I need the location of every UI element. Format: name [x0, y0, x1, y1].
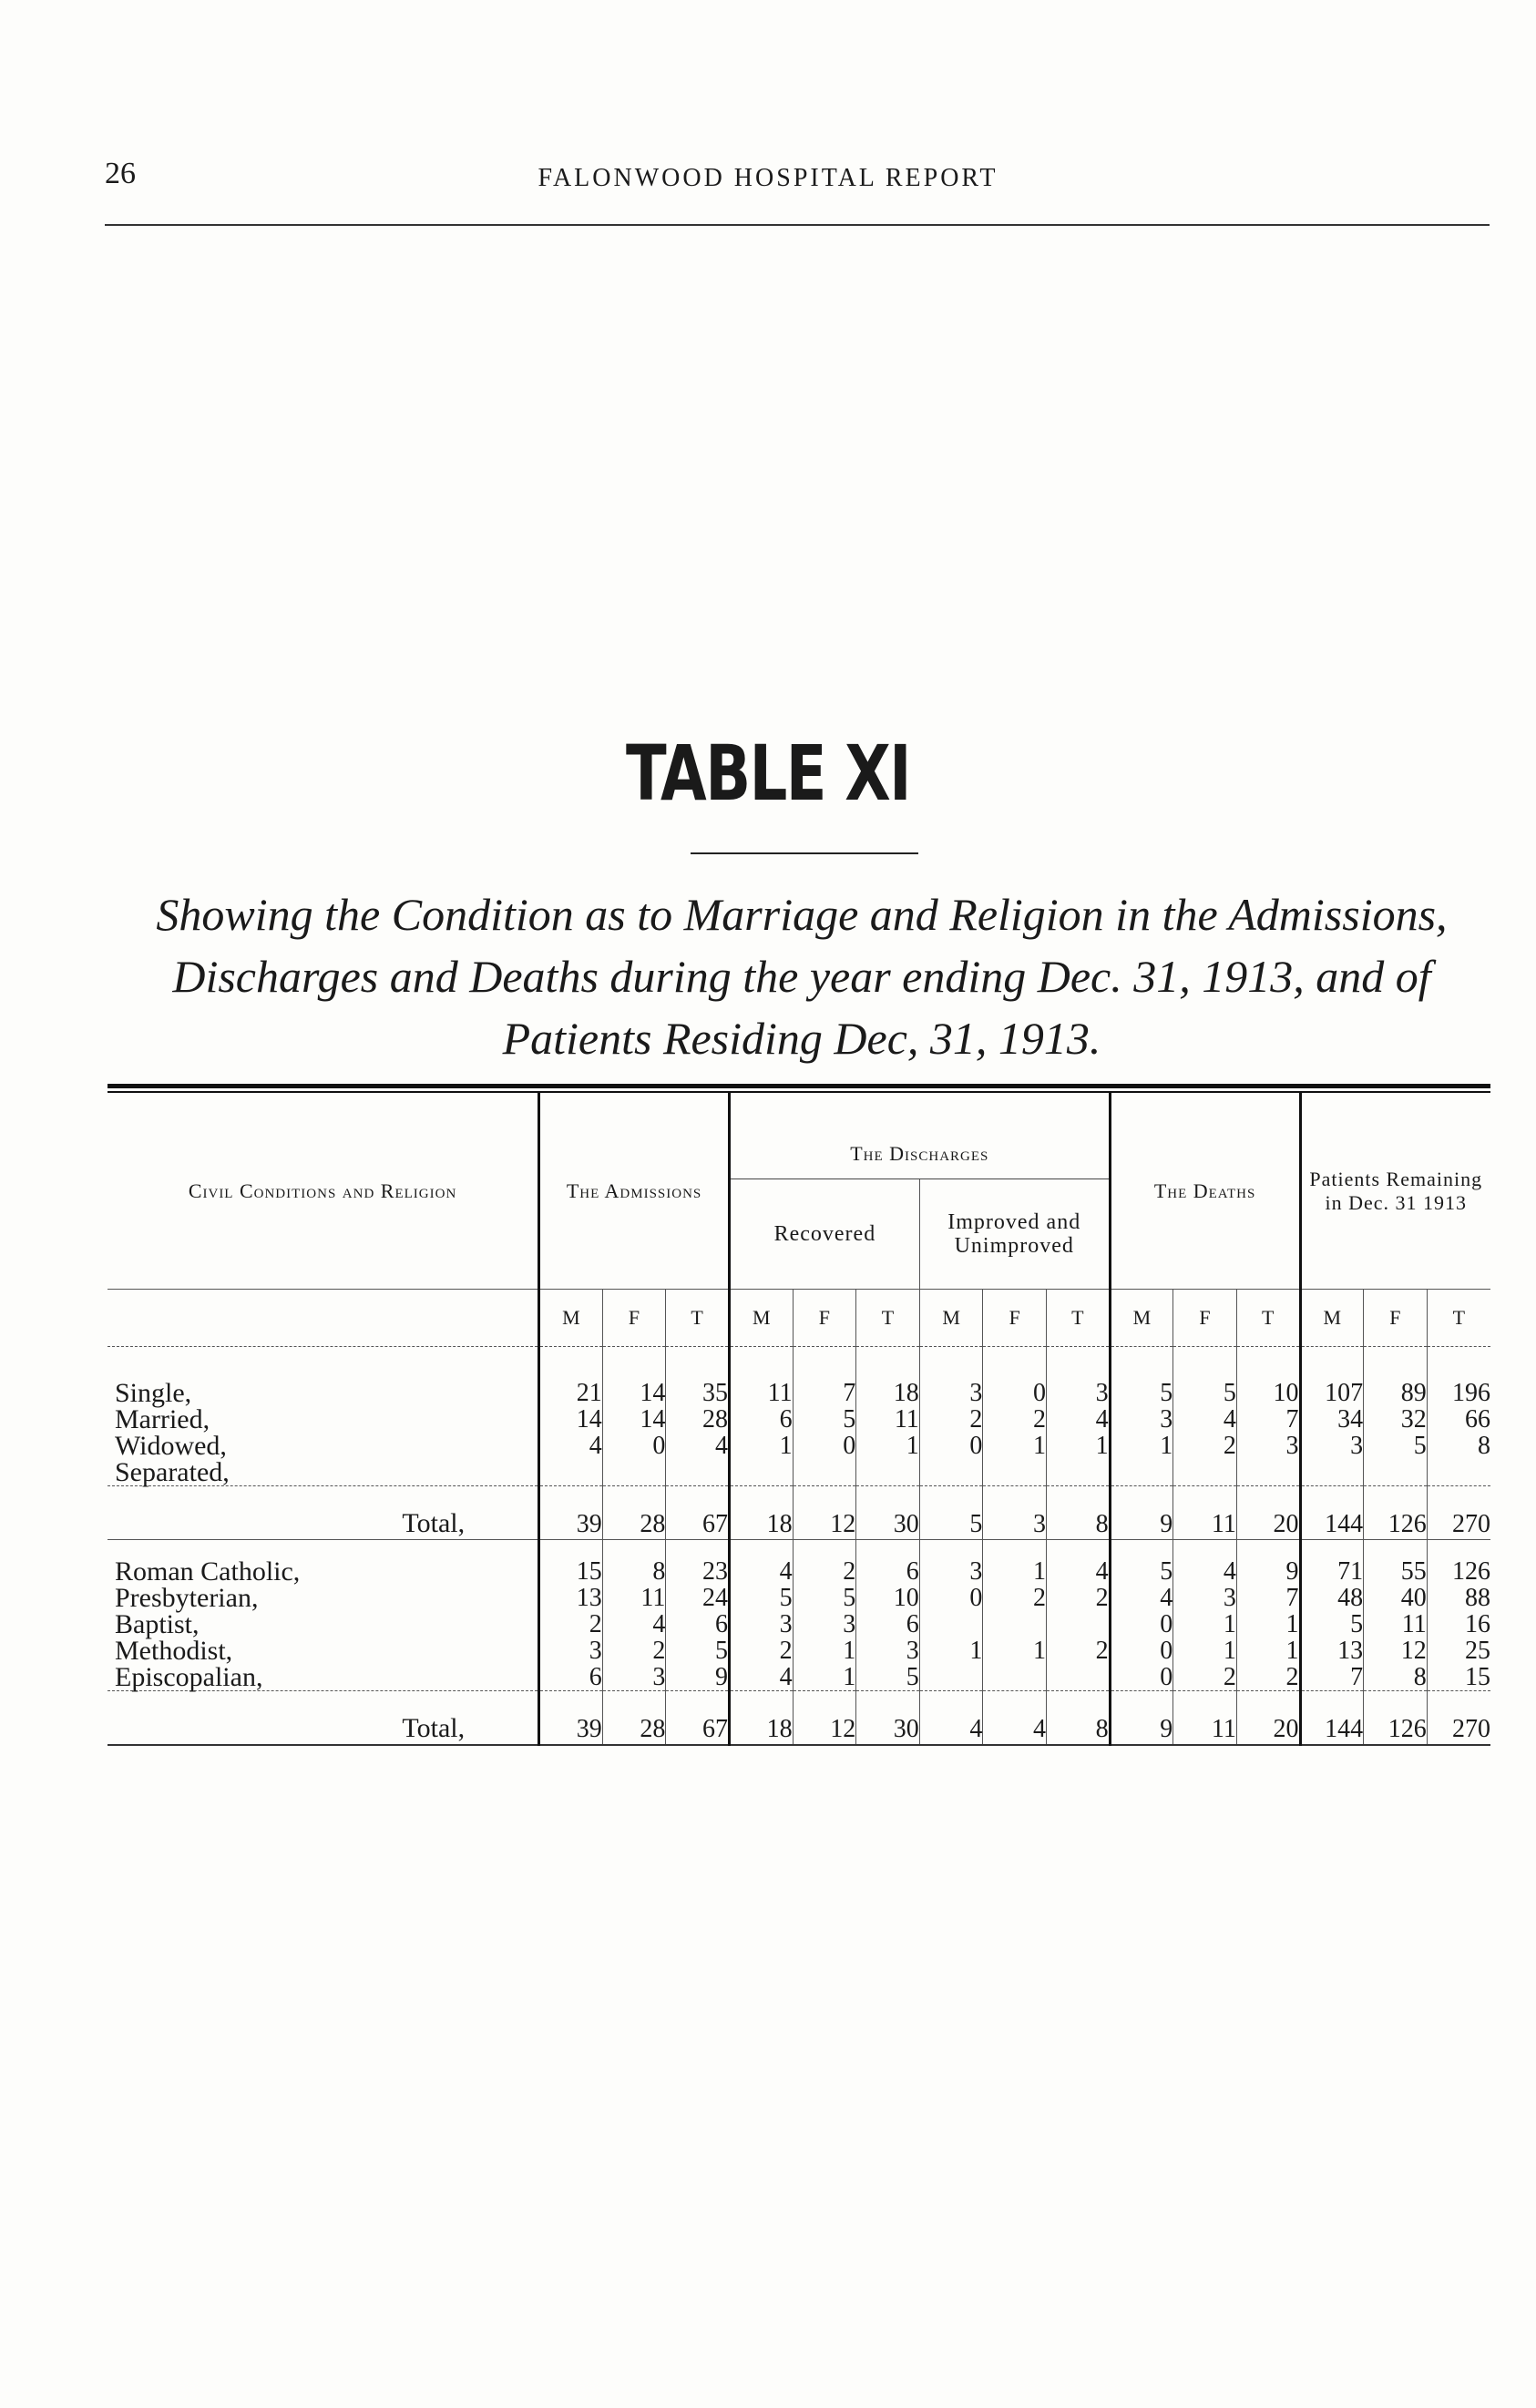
table-cell: 0: [1110, 1638, 1173, 1664]
table-cell: 1: [1236, 1638, 1300, 1664]
table-cell: 10: [856, 1585, 920, 1611]
table-cell: 14: [602, 1380, 666, 1406]
table-cell: 4: [602, 1611, 666, 1638]
table-cell: 9: [1236, 1558, 1300, 1585]
table-cell: [919, 1664, 983, 1691]
table-cell: 11: [1173, 1691, 1237, 1746]
table-cell: 2: [539, 1611, 603, 1638]
table-cell: 15: [539, 1558, 603, 1585]
table-cell: 4: [729, 1664, 793, 1691]
table-cell: 8: [1427, 1433, 1490, 1459]
table-cell: 23: [666, 1558, 730, 1585]
table-cell: 40: [1364, 1585, 1428, 1611]
mft-m: M: [729, 1290, 793, 1347]
table-cell: [1173, 1459, 1237, 1486]
table-cell: 39: [539, 1486, 603, 1540]
row-label: Episcopalian,: [115, 1662, 263, 1692]
table-cell: 5: [1110, 1558, 1173, 1585]
table-cell: 48: [1300, 1585, 1364, 1611]
mft-f: F: [793, 1290, 856, 1347]
table-cell: 15: [1427, 1664, 1490, 1691]
table-cell: 4: [1110, 1585, 1173, 1611]
table-cell: 20: [1236, 1691, 1300, 1746]
mft-m: M: [539, 1290, 603, 1347]
table-cell: 12: [793, 1691, 856, 1746]
table-cell: 1: [983, 1433, 1047, 1459]
table-cell: 3: [983, 1486, 1047, 1540]
table-cell: [1047, 1611, 1111, 1638]
table-cell: 1: [1236, 1611, 1300, 1638]
table-cell: 28: [602, 1691, 666, 1746]
table-cell: 14: [539, 1406, 603, 1433]
table-cell: 4: [1173, 1558, 1237, 1585]
table-cell: 2: [983, 1406, 1047, 1433]
table-cell: 0: [919, 1433, 983, 1459]
total-row: [108, 1691, 1490, 1746]
table-cell: 1: [1173, 1611, 1237, 1638]
table-cell: 5: [1110, 1380, 1173, 1406]
row-spacer: [108, 1347, 1490, 1381]
row-label: Married,: [115, 1404, 210, 1434]
table-cell: 4: [1047, 1406, 1111, 1433]
table-cell: [919, 1611, 983, 1638]
header-discharges: The Discharges: [729, 1093, 1110, 1179]
table-cell: 25: [1427, 1638, 1490, 1664]
table-cell: [983, 1664, 1047, 1691]
table-cell: 3: [1236, 1433, 1300, 1459]
running-head: FALONWOOD HOSPITAL REPORT: [538, 164, 998, 192]
table-cell: [729, 1459, 793, 1486]
table-cell: [1300, 1459, 1364, 1486]
mft-t: T: [1427, 1290, 1490, 1347]
table-cell: 10: [1236, 1380, 1300, 1406]
table-cell: 270: [1427, 1486, 1490, 1540]
row-label: Single,: [115, 1378, 192, 1408]
table-cell: 28: [602, 1486, 666, 1540]
row-label: Total,: [108, 1691, 539, 1746]
table-top-rule: [108, 1084, 1490, 1088]
table-cell: 3: [729, 1611, 793, 1638]
table-cell: 30: [856, 1691, 920, 1746]
table-cell: 4: [729, 1558, 793, 1585]
table-row: [108, 1664, 1490, 1691]
table-cell: 5: [1364, 1433, 1428, 1459]
table-cell: 2: [793, 1558, 856, 1585]
row-label: Total,: [108, 1486, 539, 1540]
table-cell: 126: [1364, 1691, 1428, 1746]
table-cell: 1: [1173, 1638, 1237, 1664]
table-cell: 1: [919, 1638, 983, 1664]
header-civil-religion: Civil Conditions and Religion: [188, 1178, 457, 1202]
table-cell: 7: [1300, 1664, 1364, 1691]
table-cell: 0: [919, 1585, 983, 1611]
table-row: [108, 1585, 1490, 1611]
table-cell: 5: [729, 1585, 793, 1611]
table-cell: 55: [1364, 1558, 1428, 1585]
table-cell: 35: [666, 1380, 730, 1406]
table-cell: 8: [1047, 1691, 1111, 1746]
table-cell: 2: [729, 1638, 793, 1664]
table-cell: 67: [666, 1691, 730, 1746]
table-cell: 3: [919, 1380, 983, 1406]
table-cell: 1: [793, 1664, 856, 1691]
table-cell: 13: [539, 1585, 603, 1611]
table-row: [108, 1611, 1490, 1638]
table-cell: 107: [1300, 1380, 1364, 1406]
table-cell: 126: [1427, 1558, 1490, 1585]
table-cell: 32: [1364, 1406, 1428, 1433]
table-cell: 0: [602, 1433, 666, 1459]
table-cell: [1047, 1459, 1111, 1486]
mft-f: F: [1173, 1290, 1237, 1347]
mft-f: F: [1364, 1290, 1428, 1347]
table-cell: 270: [1427, 1691, 1490, 1746]
row-label: Baptist,: [115, 1609, 200, 1639]
table-cell: 8: [1364, 1664, 1428, 1691]
table-cell: 6: [856, 1558, 920, 1585]
table-row: [108, 1459, 1490, 1486]
table-cell: [1364, 1459, 1428, 1486]
table-cell: 3: [1047, 1380, 1111, 1406]
statistics-table: [108, 1084, 1490, 1746]
civil-conditions-section: [108, 1347, 1490, 1540]
table-cell: 1: [729, 1433, 793, 1459]
row-label: Roman Catholic,: [115, 1556, 301, 1587]
table-cell: 144: [1300, 1486, 1364, 1540]
table-cell: 2: [1047, 1638, 1111, 1664]
table-cell: 1: [983, 1638, 1047, 1664]
table-cell: 2: [919, 1406, 983, 1433]
table-cell: 11: [1364, 1611, 1428, 1638]
table-cell: 39: [539, 1691, 603, 1746]
table-cell: 5: [793, 1585, 856, 1611]
table-cell: 28: [666, 1406, 730, 1433]
table-cell: 11: [856, 1406, 920, 1433]
table-cell: 3: [539, 1638, 603, 1664]
table-cell: [983, 1611, 1047, 1638]
table-cell: 0: [1110, 1664, 1173, 1691]
table-cell: 7: [1236, 1406, 1300, 1433]
table-cell: 6: [856, 1611, 920, 1638]
mft-spacer: [108, 1290, 539, 1347]
table-cell: 34: [1300, 1406, 1364, 1433]
table-cell: 5: [1173, 1380, 1237, 1406]
table-cell: 1: [793, 1638, 856, 1664]
table-cell: 11: [729, 1380, 793, 1406]
table-cell: 6: [666, 1611, 730, 1638]
table-cell: 3: [856, 1638, 920, 1664]
table-cell: [1236, 1459, 1300, 1486]
table-cell: 4: [919, 1691, 983, 1746]
table-cell: 11: [602, 1585, 666, 1611]
table-cell: 4: [1047, 1558, 1111, 1585]
table-cell: 5: [793, 1406, 856, 1433]
table-cell: 20: [1236, 1486, 1300, 1540]
table-cell: 21: [539, 1380, 603, 1406]
table-cell: [1110, 1459, 1173, 1486]
table-cell: 14: [602, 1406, 666, 1433]
table-row: [108, 1433, 1490, 1459]
table-cell: 6: [729, 1406, 793, 1433]
mft-m: M: [1110, 1290, 1173, 1347]
table-cell: 12: [793, 1486, 856, 1540]
table-cell: 4: [666, 1433, 730, 1459]
table-cell: 18: [856, 1380, 920, 1406]
table-cell: 11: [1173, 1486, 1237, 1540]
table-cell: 8: [1047, 1486, 1111, 1540]
table-cell: [1047, 1664, 1111, 1691]
mft-m: M: [919, 1290, 983, 1347]
table-cell: [856, 1459, 920, 1486]
mft-f: F: [983, 1290, 1047, 1347]
table-cell: 144: [1300, 1691, 1364, 1746]
header-remaining: Patients Remaining in Dec. 31 1913: [1300, 1093, 1490, 1290]
table-cell: 67: [666, 1486, 730, 1540]
table-cell: 1: [983, 1558, 1047, 1585]
mft-t: T: [1047, 1290, 1111, 1347]
table-cell: 9: [1110, 1486, 1173, 1540]
header-deaths: The Deaths: [1110, 1093, 1300, 1290]
table-cell: 4: [983, 1691, 1047, 1746]
mft-t: T: [856, 1290, 920, 1347]
table-cell: [539, 1459, 603, 1486]
table-row: [108, 1558, 1490, 1585]
table-cell: 9: [1110, 1691, 1173, 1746]
table-cell: [602, 1459, 666, 1486]
table-cell: 3: [1173, 1585, 1237, 1611]
table-cell: 3: [602, 1664, 666, 1691]
table-cell: 4: [539, 1433, 603, 1459]
table-cell: [983, 1459, 1047, 1486]
table-cell: 89: [1364, 1380, 1428, 1406]
header-recovered: Recovered: [729, 1179, 919, 1290]
table-cell: 1: [1047, 1433, 1111, 1459]
row-label: Presbyterian,: [115, 1583, 259, 1613]
total-row: [108, 1486, 1490, 1540]
table-cell: 0: [793, 1433, 856, 1459]
table-cell: 24: [666, 1585, 730, 1611]
row-label: Separated,: [115, 1457, 230, 1487]
table-caption: Showing the Condition as to Marriage and Religion in the Admissions, Discharges and Deaths during the year ending Dec. 31, 1913, and of Patients Residing Dec, 31, 1913.: [156, 889, 1448, 1064]
mft-f: F: [602, 1290, 666, 1347]
table-cell: 2: [1236, 1664, 1300, 1691]
table-cell: 126: [1364, 1486, 1428, 1540]
table-cell: 5: [856, 1664, 920, 1691]
religion-section: [108, 1540, 1490, 1746]
header-admissions: The Admissions: [539, 1093, 730, 1290]
mft-t: T: [1236, 1290, 1300, 1347]
title-rule: [691, 852, 918, 854]
table-cell: 66: [1427, 1406, 1490, 1433]
page-number: 26: [105, 157, 136, 190]
header-rule: [105, 224, 1490, 226]
table-row: [108, 1406, 1490, 1433]
table-cell: 7: [1236, 1585, 1300, 1611]
table-cell: 3: [1300, 1433, 1364, 1459]
table-cell: 3: [919, 1558, 983, 1585]
table-cell: 12: [1364, 1638, 1428, 1664]
table-cell: 3: [793, 1611, 856, 1638]
table-cell: 6: [539, 1664, 603, 1691]
table-cell: 1: [856, 1433, 920, 1459]
table-cell: 88: [1427, 1585, 1490, 1611]
data-table: [108, 1093, 1490, 1746]
table-cell: [666, 1459, 730, 1486]
table-title: TABLE XI: [626, 729, 910, 818]
table-cell: 1: [1110, 1433, 1173, 1459]
table-cell: 4: [1173, 1406, 1237, 1433]
table-cell: 16: [1427, 1611, 1490, 1638]
table-row: [108, 1380, 1490, 1406]
table-cell: 2: [1173, 1664, 1237, 1691]
table-cell: 7: [793, 1380, 856, 1406]
table-cell: 0: [1110, 1611, 1173, 1638]
table-cell: 2: [1173, 1433, 1237, 1459]
table-cell: 5: [666, 1638, 730, 1664]
table-cell: 2: [983, 1585, 1047, 1611]
table-cell: 18: [729, 1486, 793, 1540]
table-cell: 18: [729, 1691, 793, 1746]
table-cell: 0: [983, 1380, 1047, 1406]
table-cell: [919, 1459, 983, 1486]
table-cell: 2: [1047, 1585, 1111, 1611]
table-cell: 30: [856, 1486, 920, 1540]
table-cell: 5: [919, 1486, 983, 1540]
table-cell: 71: [1300, 1558, 1364, 1585]
table-cell: 3: [1110, 1406, 1173, 1433]
row-label: Widowed,: [115, 1431, 227, 1461]
table-cell: 13: [1300, 1638, 1364, 1664]
table-cell: 5: [1300, 1611, 1364, 1638]
table-row: [108, 1638, 1490, 1664]
row-label: Methodist,: [115, 1636, 233, 1666]
mft-t: T: [666, 1290, 730, 1347]
table-cell: 8: [602, 1558, 666, 1585]
table-cell: 9: [666, 1664, 730, 1691]
row-spacer: [108, 1540, 1490, 1559]
header-improved: Improved and Unimproved: [919, 1179, 1110, 1290]
table-cell: [1427, 1459, 1490, 1486]
mft-m: M: [1300, 1290, 1364, 1347]
table-cell: 2: [602, 1638, 666, 1664]
table-cell: [793, 1459, 856, 1486]
table-cell: 196: [1427, 1380, 1490, 1406]
